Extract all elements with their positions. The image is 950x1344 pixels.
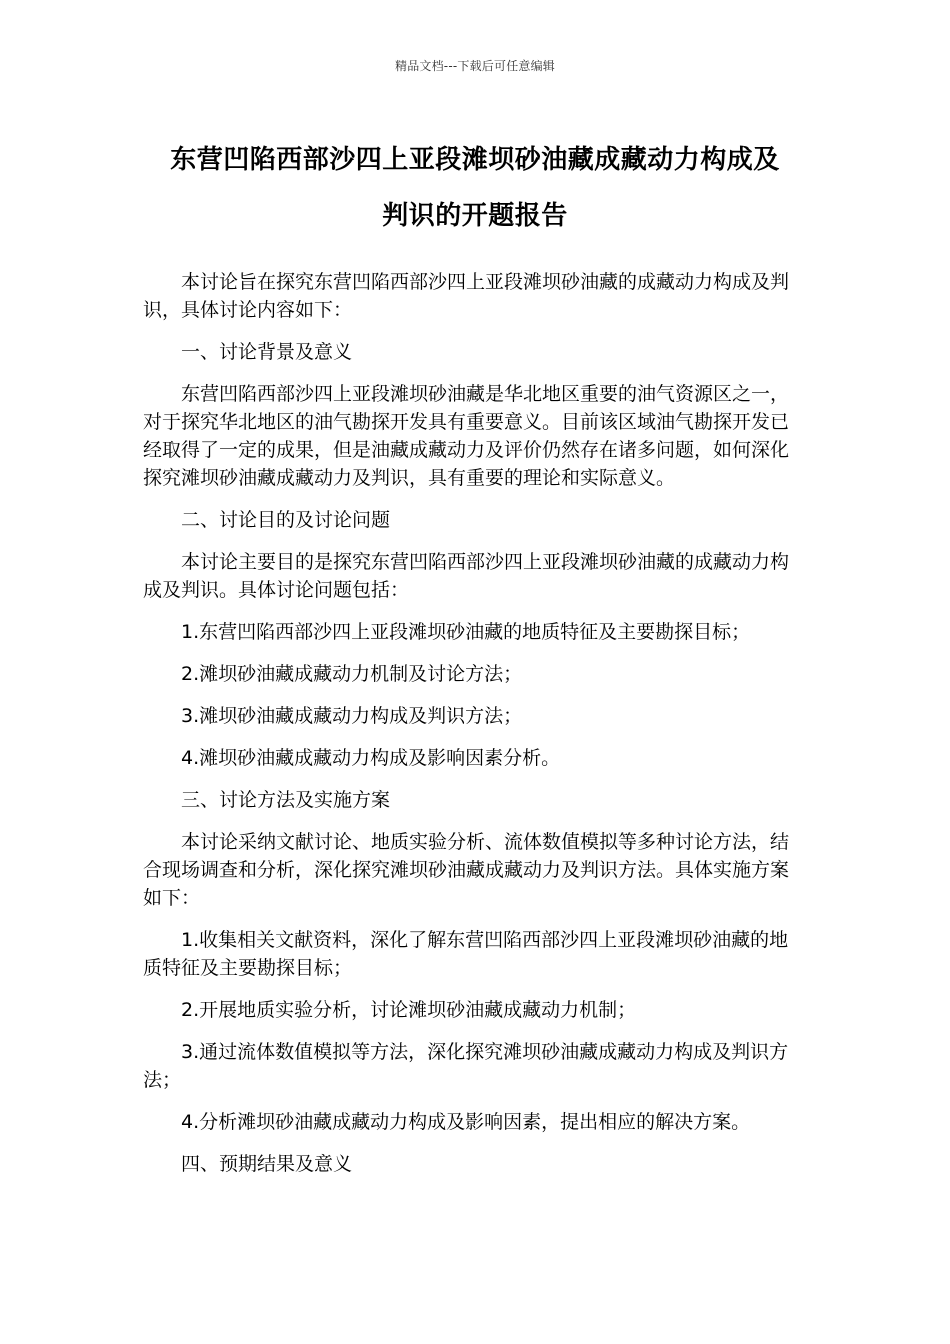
- title-line-1: 东营凹陷西部沙四上亚段滩坝砂油藏成藏动力构成及: [170, 145, 780, 175]
- question-item-4: 4.滩坝砂油藏成藏动力构成及影响因素分析。: [181, 747, 561, 769]
- plan-item-1: 1.收集相关文献资料，深化了解东营凹陷西部沙四上亚段滩坝砂油藏的地质特征及主要勘探目标；: [143, 929, 789, 979]
- section-heading-results: 四、预期结果及意义: [181, 1153, 353, 1175]
- plan-item-4: 4.分析滩坝砂油藏成藏动力构成及影响因素，提出相应的解决方案。: [181, 1111, 751, 1133]
- section-heading-objectives: 二、讨论目的及讨论问题: [181, 509, 391, 531]
- objectives-paragraph: 本讨论主要目的是探究东营凹陷西部沙四上亚段滩坝砂油藏的成藏动力构成及判识。具体讨论问题包括：: [143, 551, 790, 601]
- plan-item-3: 3.通过流体数值模拟等方法，深化探究滩坝砂油藏成藏动力构成及判识方法；: [143, 1041, 789, 1091]
- page-header: 精品文档---下载后可任意编辑: [395, 59, 555, 73]
- intro-paragraph: 本讨论旨在探究东营凹陷西部沙四上亚段滩坝砂油藏的成藏动力构成及判识，具体讨论内容如下：: [143, 271, 790, 321]
- question-item-2: 2.滩坝砂油藏成藏动力机制及讨论方法；: [181, 663, 523, 685]
- document-title: [130, 132, 820, 244]
- document-body: [143, 268, 803, 1192]
- methods-paragraph: 本讨论采纳文献讨论、地质实验分析、流体数值模拟等多种讨论方法，结合现场调查和分析，深化探究滩坝砂油藏成藏动力及判识方法。具体实施方案如下：: [143, 831, 790, 909]
- title-line-2: 判识的开题报告: [382, 201, 568, 231]
- section-heading-background: 一、讨论背景及意义: [181, 341, 353, 363]
- section-heading-methods: 三、讨论方法及实施方案: [181, 789, 391, 811]
- question-item-1: 1.东营凹陷西部沙四上亚段滩坝砂油藏的地质特征及主要勘探目标；: [181, 621, 751, 643]
- plan-item-2: 2.开展地质实验分析，讨论滩坝砂油藏成藏动力机制；: [181, 999, 637, 1021]
- question-item-3: 3.滩坝砂油藏成藏动力构成及判识方法；: [181, 705, 523, 727]
- background-paragraph: 东营凹陷西部沙四上亚段滩坝砂油藏是华北地区重要的油气资源区之一，对于探究华北地区的油气勘探开发具有重要意义。目前该区域油气勘探开发已经取得了一定的成果，但是油藏成藏动力及评价仍然存在诸多问题，如何深化探究滩坝砂油藏成藏动力及判识，具有重要的理论和实际意义。: [143, 383, 790, 489]
